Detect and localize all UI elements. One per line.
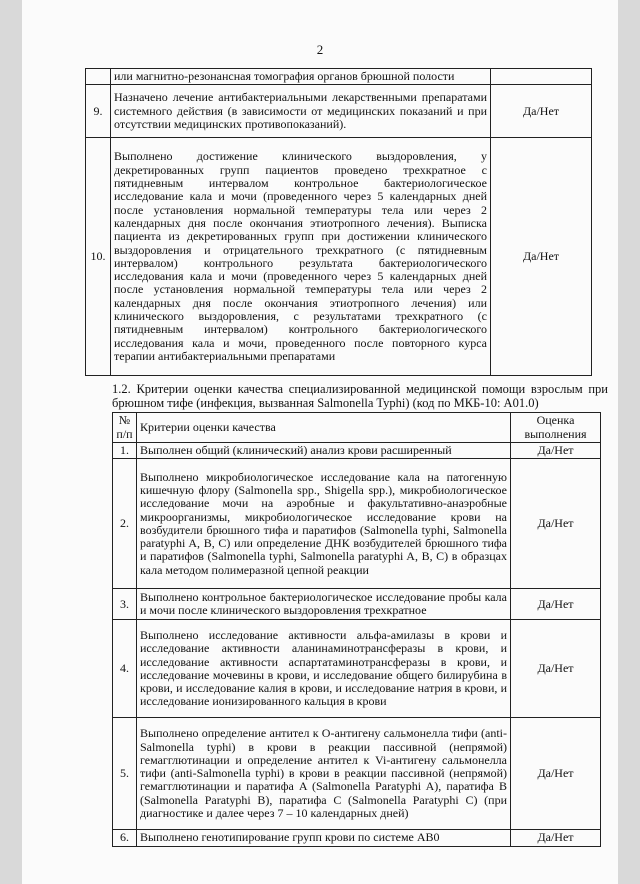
row-number	[86, 69, 111, 85]
row-number: 4.	[113, 620, 137, 718]
result-cell: Да/Нет	[491, 85, 592, 138]
table-row	[113, 718, 601, 830]
criteria-text: Назначено лечение антибактериальными лекарственными препаратами системного действия (в зависимости от медицинских показаний и при отсутствии медицинских противопоказаний).	[111, 85, 491, 138]
section-heading: 1.2. Критерии оценки качества специализированной медицинской помощи взрослым при брюшном тифе (инфекция, вызванная Salmonella Typhi) (код по МКБ-10: A01.0)	[112, 382, 608, 410]
result-cell: Да/Нет	[511, 718, 601, 830]
header-result: Оценка выполнения	[511, 413, 601, 443]
row-number: 5.	[113, 718, 137, 830]
header-number: № п/п	[113, 413, 137, 443]
row-number: 3.	[113, 589, 137, 620]
result-cell: Да/Нет	[511, 459, 601, 589]
criteria-text: Выполнено достижение клинического выздоровления, у декретированных групп пациентов проведено трехкратное с пятидневным интервалом контрольное бактериологическое исследование кала и мочи (проведенного через 5 календарных дней после установления нормальной температуры тела или через 2 календарных дня после окончания этиотропного лечения). Выписка пациента из декретированных групп при достижении клинического выздоровления и отрицательного трехкратного (с пятидневным интервалом) контрольного результата бактериологического исследования кала и мочи (проведенного через 5 календарных дней после установления нормальной температуры тела или через 2 календарных дня после окончания этиотропного лечения) или клинического выздоровления, с результатами трехкратного (с пятидневным интервалом) контрольного бактериологического исследования кала и мочи, проведенного после повторного курса терапии антибактериальными препаратами	[111, 138, 491, 376]
criteria-text: Выполнен общий (клинический) анализ крови расширенный	[137, 443, 511, 459]
table-row	[113, 620, 601, 718]
criteria-table	[112, 412, 601, 847]
table-row	[86, 85, 592, 138]
table-row	[86, 138, 592, 376]
table-row	[113, 830, 601, 846]
row-number: 10.	[86, 138, 111, 376]
table-row	[86, 69, 592, 85]
result-cell: Да/Нет	[511, 589, 601, 620]
table-header-row	[113, 413, 601, 443]
criteria-text: Выполнено контрольное бактериологическое исследование пробы кала и мочи после клинического выздоровления трехкратное	[137, 589, 511, 620]
table-row	[113, 459, 601, 589]
criteria-text: или магнитно-резонансная томография органов брюшной полости	[111, 69, 491, 85]
table-row	[113, 443, 601, 459]
result-cell: Да/Нет	[491, 138, 592, 376]
row-number: 6.	[113, 830, 137, 846]
row-number: 1.	[113, 443, 137, 459]
document-page	[22, 0, 618, 884]
header-criteria: Критерии оценки качества	[137, 413, 511, 443]
criteria-text: Выполнено микробиологическое исследование кала на патогенную кишечную флору (Salmonella spp., Shigella spp.), микробиологическое исследование мочи на аэробные и факультативно-анаэробные микроорганизмы, микробиологическое исследование крови на возбудители брюшного тифа и паратифов (Salmonella typhi, Salmonella paratyphi A, B, C) или определение ДНК возбудителей брюшного тифа и паратифов (Salmonella typhi, Salmonella paratyphi A, B, C) в образцах кала методом полимеразной цепной реакции	[137, 459, 511, 589]
criteria-text: Выполнено определение антител к О-антигену сальмонелла тифи (anti-Salmonella typhi) в крови в реакции пассивной (непрямой) гемагглютинации и определение антител к Vi-антигену сальмонелла тифи (anti-Salmonella typhi) в крови в реакции пассивной (непрямой) гемагглютинации и паратифа A (Salmonella Paratyphi A), паратифа B (Salmonella Paratyphi B), паратифа C (Salmonella Paratyphi C) (при диагностике и далее через 7 – 10 календарных дней)	[137, 718, 511, 830]
table-row	[113, 589, 601, 620]
result-cell: Да/Нет	[511, 443, 601, 459]
page-number: 2	[316, 42, 324, 57]
criteria-table-continued	[85, 68, 592, 376]
criteria-text: Выполнено исследование активности альфа-амилазы в крови и исследование активности аланинаминотрансферазы в крови, и исследование активности аспартатаминотрансферазы в крови, и исследование мочевины в крови, и исследование общего билирубина в крови, и исследование калия в крови, и исследование натрия в крови, и исследование ионизированного кальция в крови	[137, 620, 511, 718]
result-cell: Да/Нет	[511, 830, 601, 846]
result-cell: Да/Нет	[511, 620, 601, 718]
criteria-text: Выполнено генотипирование групп крови по системе AB0	[137, 830, 511, 846]
row-number: 2.	[113, 459, 137, 589]
result-cell	[491, 69, 592, 85]
row-number: 9.	[86, 85, 111, 138]
